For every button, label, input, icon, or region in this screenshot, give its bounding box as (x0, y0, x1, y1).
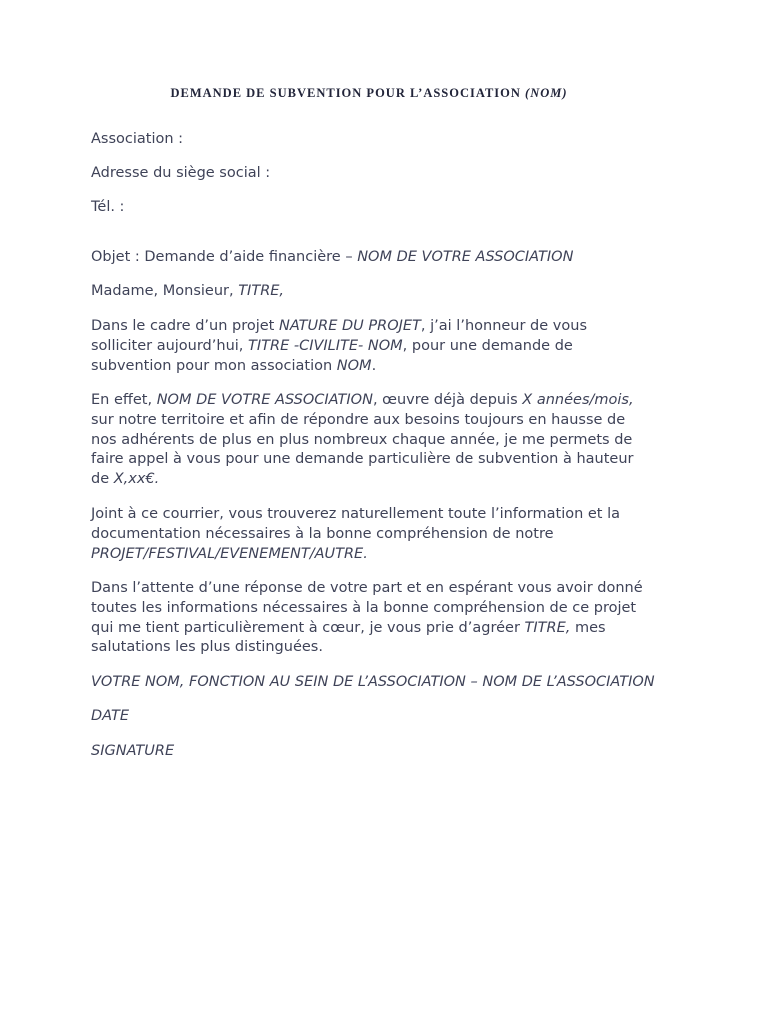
paragraph-project: Dans le cadre d’un projet NATURE DU PROJET, j’ai l’honneur de vous solliciter aujourd’hui, TITRE -CIVILITE- NOM, pour une demande de subvention pour mon association NOM. (91, 318, 587, 374)
title-text: DEMANDE DE SUBVENTION POUR L’ASSOCIATION (170, 86, 521, 100)
paragraph-attachment: Joint à ce courrier, vous trouverez naturellement toute l’information et la documentation nécessaires à la bonne compréhension de notre PROJET/FESTIVAL/EVENEMENT/AUTRE. (91, 506, 621, 562)
paragraph-closing: Dans l’attente d’une réponse de votre part et en espérant vous avoir donné toutes les informations nécessaires à la bonne compréhension de ce projet qui me tient particulièrement à cœur, je vous prie d’agréer TITRE, mes salutations les plus distinguées. (91, 580, 643, 656)
object-line: Objet : Demande d’aide financière – NOM DE VOTRE ASSOCIATION (91, 249, 574, 265)
paragraph-request: En effet, NOM DE VOTRE ASSOCIATION, œuvre déjà depuis X années/mois, sur notre territoire et afin de répondre aux besoins toujours en hausse de nos adhérents de plus en plus nombreux chaque année, je me permets de faire appel à vous pour une demande particulière de subvention à hauteur de X,xx€. (91, 392, 634, 488)
date-line: DATE (91, 708, 130, 724)
page-title (0, 86, 738, 101)
tel-line: Tél. : (91, 199, 125, 215)
address-line: Adresse du siège social : (91, 165, 271, 181)
salutation-line: Madame, Monsieur, TITRE, (91, 283, 285, 299)
title-name: (NOM) (525, 86, 568, 100)
association-line: Association : (91, 131, 184, 147)
signer-line: VOTRE NOM, FONCTION AU SEIN DE L’ASSOCIATION – NOM DE L’ASSOCIATION (91, 674, 655, 690)
signature-line: SIGNATURE (91, 743, 175, 759)
